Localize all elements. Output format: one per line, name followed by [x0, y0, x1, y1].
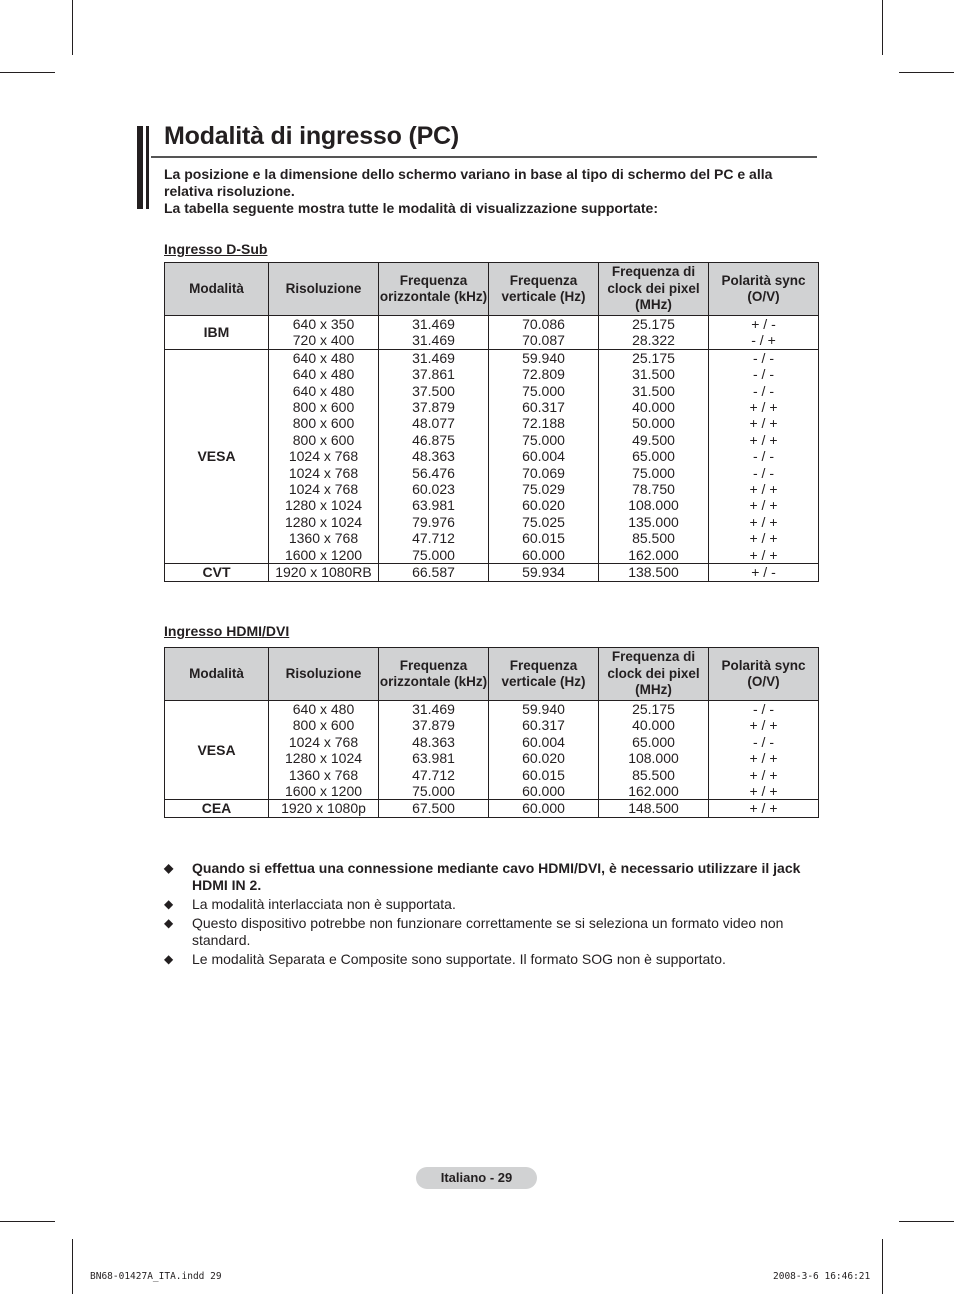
- crop-mark: [72, 1239, 73, 1294]
- crop-mark: [0, 72, 55, 73]
- hdmi-mode-table: [164, 647, 819, 818]
- resolution-cell: 1920 x 1080p: [269, 800, 379, 817]
- column-header: Frequenza di clock dei pixel (MHz): [599, 263, 709, 316]
- diamond-bullet-icon: ◆: [164, 861, 174, 875]
- intro-paragraph: La tabella seguente mostra tutte le modalità di visualizzazione supportate:: [164, 200, 658, 216]
- crop-mark: [72, 0, 73, 55]
- pixel-clock-cell: 25.175 28.322: [599, 316, 709, 350]
- column-header: Frequenza verticale (Hz): [489, 263, 599, 316]
- sync-polarity-cell: + / -: [709, 564, 819, 581]
- column-header: Modalità: [165, 648, 269, 701]
- title-bar-decoration: [137, 126, 143, 209]
- h-freq-cell: 31.469 37.861 37.500 37.879 48.077 46.875 48.363 56.476 60.023 63.981 79.976 47.712 75.000: [379, 349, 489, 563]
- crop-mark: [899, 72, 954, 73]
- table-row: [165, 701, 819, 800]
- pixel-clock-cell: 148.500: [599, 800, 709, 817]
- h-freq-cell: 31.469 37.879 48.363 63.981 47.712 75.000: [379, 701, 489, 800]
- list-item: [164, 951, 824, 968]
- mode-cell: CVT: [165, 564, 269, 581]
- resolution-cell: 1920 x 1080RB: [269, 564, 379, 581]
- v-freq-cell: 59.940 60.317 60.004 60.020 60.015 60.000: [489, 701, 599, 800]
- crop-mark: [882, 1239, 883, 1294]
- print-slug-file: BN68-01427A_ITA.indd 29: [90, 1271, 222, 1282]
- column-header: Frequenza orizzontale (kHz): [379, 648, 489, 701]
- crop-mark: [899, 1221, 954, 1222]
- column-header: Polarità sync (O/V): [709, 263, 819, 316]
- pixel-clock-cell: 138.500: [599, 564, 709, 581]
- v-freq-cell: 59.934: [489, 564, 599, 581]
- pixel-clock-cell: 25.175 31.500 31.500 40.000 50.000 49.500 65.000 75.000 78.750 108.000 135.000 85.500 162.000: [599, 349, 709, 563]
- v-freq-cell: 59.940 72.809 75.000 60.317 72.188 75.000 60.004 70.069 75.029 60.020 75.025 60.015 60.000: [489, 349, 599, 563]
- diamond-bullet-icon: ◆: [164, 897, 174, 911]
- list-item: [164, 915, 824, 949]
- diamond-bullet-icon: ◆: [164, 952, 174, 966]
- column-header: Modalità: [165, 263, 269, 316]
- v-freq-cell: 70.086 70.087: [489, 316, 599, 350]
- resolution-cell: 640 x 350 720 x 400: [269, 316, 379, 350]
- mode-cell: VESA: [165, 349, 269, 563]
- column-header: Risoluzione: [269, 648, 379, 701]
- dsub-mode-table: [164, 262, 819, 582]
- column-header: Risoluzione: [269, 263, 379, 316]
- section-title-hdmi: Ingresso HDMI/DVI: [164, 623, 290, 639]
- column-header: Frequenza orizzontale (kHz): [379, 263, 489, 316]
- column-header: Frequenza di clock dei pixel (MHz): [599, 648, 709, 701]
- h-freq-cell: 67.500: [379, 800, 489, 817]
- pixel-clock-cell: 25.175 40.000 65.000 108.000 85.500 162.000: [599, 701, 709, 800]
- note-text: Questo dispositivo potrebbe non funzionare correttamente se si seleziona un formato video non standard.: [192, 915, 784, 948]
- crop-mark: [882, 0, 883, 55]
- mode-cell: VESA: [165, 701, 269, 800]
- mode-cell: CEA: [165, 800, 269, 817]
- v-freq-cell: 60.000: [489, 800, 599, 817]
- sync-polarity-cell: - / - + / + - / - + / + + / + + / +: [709, 701, 819, 800]
- table-row: [165, 564, 819, 581]
- page-title: Modalità di ingresso (PC): [164, 122, 460, 150]
- sync-polarity-cell: + / +: [709, 800, 819, 817]
- h-freq-cell: 66.587: [379, 564, 489, 581]
- column-header: Polarità sync (O/V): [709, 648, 819, 701]
- h-freq-cell: 31.469 31.469: [379, 316, 489, 350]
- mode-cell: IBM: [165, 316, 269, 350]
- diamond-bullet-icon: ◆: [164, 916, 174, 930]
- table-row: [165, 316, 819, 350]
- print-slug-date: 2008-3-6 16:46:21: [773, 1271, 871, 1282]
- crop-mark: [0, 1221, 55, 1222]
- table-row: [165, 800, 819, 817]
- note-text: Quando si effettua una connessione mediante cavo HDMI/DVI, è necessario utilizzare il jack HDMI IN 2.: [192, 860, 801, 893]
- notes-list: [164, 860, 824, 970]
- section-title-dsub: Ingresso D-Sub: [164, 241, 268, 257]
- list-item: [164, 860, 824, 894]
- sync-polarity-cell: - / - - / - - / - + / + + / + + / + - / - - / - + / + + / + + / + + / + + / +: [709, 349, 819, 563]
- resolution-cell: 640 x 480 800 x 600 1024 x 768 1280 x 1024 1360 x 768 1600 x 1200: [269, 701, 379, 800]
- list-item: [164, 896, 824, 913]
- page-number-label: Italiano - 29: [416, 1167, 537, 1189]
- intro-paragraph: La posizione e la dimensione dello schermo variano in base al tipo di schermo del PC e alla relativa risoluzione.: [164, 166, 773, 199]
- title-underline: [151, 156, 817, 158]
- resolution-cell: 640 x 480 640 x 480 640 x 480 800 x 600 800 x 600 800 x 600 1024 x 768 1024 x 768 1024 x 768 1280 x 1024 1280 x 1024 1360 x 768 1600 x 1200: [269, 349, 379, 563]
- note-text: Le modalità Separata e Composite sono supportate. Il formato SOG non è supportato.: [192, 951, 726, 967]
- table-row: [165, 349, 819, 563]
- intro-text: [164, 166, 804, 217]
- sync-polarity-cell: + / - - / +: [709, 316, 819, 350]
- column-header: Frequenza verticale (Hz): [489, 648, 599, 701]
- title-bar-decoration: [146, 126, 149, 209]
- note-text: La modalità interlacciata non è supportata.: [192, 896, 456, 912]
